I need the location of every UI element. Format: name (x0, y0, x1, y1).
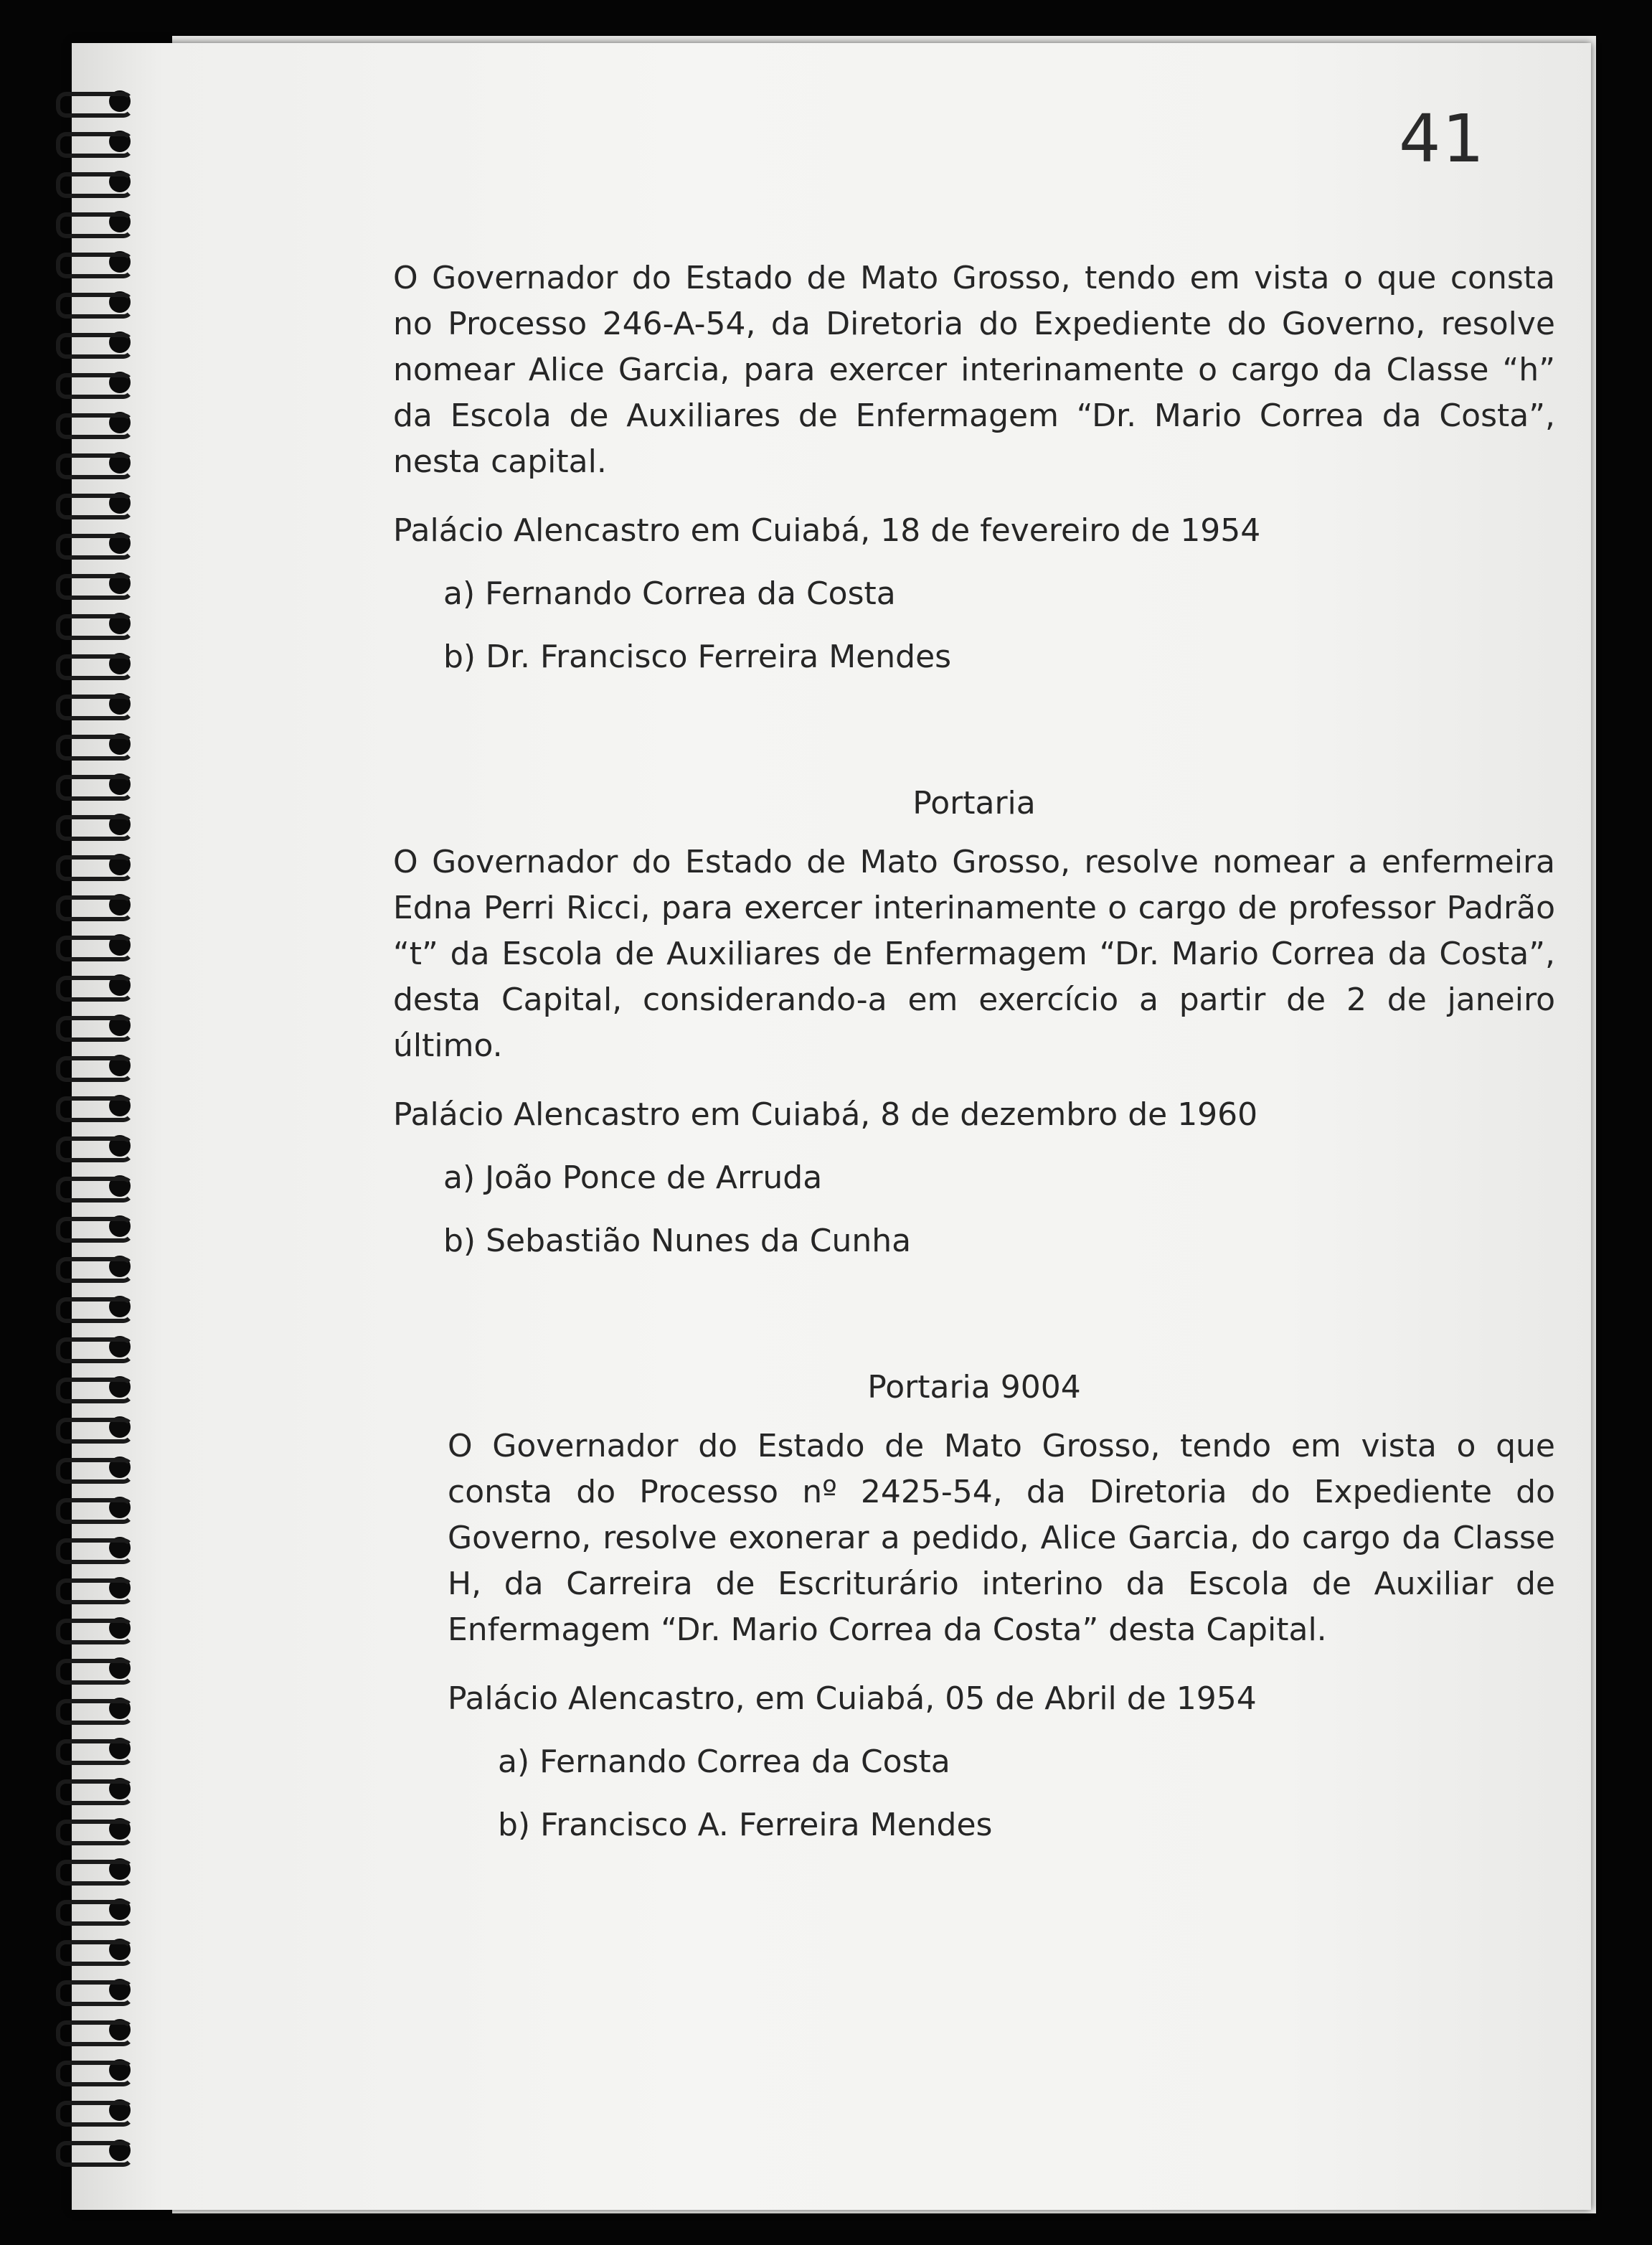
place-date: Palácio Alencastro em Cuiabá, 8 de dezembro de 1960 (393, 1096, 1258, 1133)
binding-ring (56, 1533, 141, 1561)
wire-loop (56, 1297, 133, 1323)
wire-loop (56, 1056, 133, 1082)
binding-ring (56, 488, 141, 517)
wire-loop (56, 1578, 133, 1604)
binding-ring (56, 809, 141, 838)
wire-loop (56, 2020, 133, 2046)
act-body: O Governador do Estado de Mato Grosso, tendo em vista o que consta no Processo 246-A-54, da Diretoria do Expediente do Governo, resolve nomear Alice Garcia, para exercer interinamente o cargo da Classe “h” da Escola de Auxiliares de Enfermagem “Dr. Mario Correa da Costa”, nesta capital. (393, 260, 1555, 480)
binding-ring (56, 930, 141, 959)
wire-loop (56, 293, 133, 319)
wire-loop (56, 815, 133, 841)
binding-ring (56, 1814, 141, 1842)
wire-loop (56, 1418, 133, 1444)
wire-loop (56, 494, 133, 519)
signature-b: b) Francisco A. Ferreira Mendes (498, 1807, 993, 1843)
binding-ring (56, 166, 141, 195)
wire-loop (56, 936, 133, 961)
binding-ring (56, 1934, 141, 1963)
act-portaria-edna-perri-ricci (393, 781, 1555, 1264)
binding-ring (56, 1613, 141, 1642)
binding-ring (56, 1050, 141, 1079)
act-nomination-alice-garcia (393, 255, 1555, 680)
binding-ring (56, 1492, 141, 1521)
binding-ring (56, 287, 141, 316)
wire-loop (56, 735, 133, 761)
binding-ring (56, 528, 141, 557)
wire-loop (56, 1659, 133, 1685)
wire-loop (56, 1217, 133, 1243)
wire-loop (56, 172, 133, 198)
wire-loop (56, 2101, 133, 2127)
wire-loop (56, 1940, 133, 1966)
wire-loop (56, 253, 133, 278)
binding-ring (56, 126, 141, 155)
binding-ring (56, 1452, 141, 1481)
binding-ring (56, 890, 141, 918)
wire-loop (56, 654, 133, 680)
signature-a: a) Fernando Correa da Costa (443, 575, 896, 612)
binding-ring (56, 2015, 141, 2043)
wire-loop (56, 212, 133, 238)
binding-ring (56, 1975, 141, 2003)
signature-a: a) João Ponce de Arruda (443, 1159, 823, 1196)
wire-loop (56, 895, 133, 921)
wire-loop (56, 92, 133, 118)
binding-ring (56, 1653, 141, 1682)
signature-b: b) Sebastião Nunes da Cunha (443, 1223, 912, 1259)
wire-loop (56, 1016, 133, 1042)
wire-loop (56, 373, 133, 399)
wire-loop (56, 1820, 133, 1845)
binding-ring (56, 1131, 141, 1159)
place-date: Palácio Alencastro, em Cuiabá, 05 de Abril de 1954 (448, 1680, 1257, 1717)
binding-ring (56, 1412, 141, 1441)
binding-ring (56, 1372, 141, 1401)
wire-loop (56, 1136, 133, 1162)
wire-loop (56, 333, 133, 359)
wire-loop (56, 1980, 133, 2006)
binding-ring (56, 1573, 141, 1601)
binding-ring (56, 1211, 141, 1240)
binding-ring (56, 2055, 141, 2084)
binding-ring (56, 1774, 141, 1802)
wire-loop (56, 1096, 133, 1122)
binding-ring (56, 1291, 141, 1320)
wire-loop (56, 2141, 133, 2167)
wire-loop (56, 1538, 133, 1564)
binding-ring (56, 568, 141, 597)
wire-loop (56, 1779, 133, 1805)
wire-loop (56, 1378, 133, 1403)
signature-a: a) Fernando Correa da Costa (498, 1743, 950, 1780)
handwritten-page-number: 41 (1399, 100, 1486, 177)
wire-loop (56, 1498, 133, 1524)
binding-ring (56, 970, 141, 999)
binding-ring (56, 689, 141, 717)
binding-ring (56, 367, 141, 396)
wire-loop (56, 1860, 133, 1886)
binding-ring (56, 86, 141, 115)
wire-loop (56, 132, 133, 158)
binding-ring (56, 1010, 141, 1039)
wire-loop (56, 1900, 133, 1926)
binding-ring (56, 849, 141, 878)
binding-ring (56, 649, 141, 677)
binding-ring (56, 1894, 141, 1923)
binding-ring (56, 1091, 141, 1119)
binding-ring (56, 2135, 141, 2164)
wire-loop (56, 976, 133, 1002)
binding-ring (56, 769, 141, 798)
binding-ring (56, 1693, 141, 1722)
binding-ring (56, 448, 141, 476)
binding-ring (56, 1733, 141, 1762)
wire-loop (56, 574, 133, 600)
binding-ring (56, 327, 141, 356)
wire-loop (56, 1337, 133, 1363)
binding-ring (56, 608, 141, 637)
binding-ring (56, 1332, 141, 1360)
wire-loop (56, 614, 133, 640)
wire-loop (56, 855, 133, 881)
binding-ring (56, 1251, 141, 1280)
wire-loop (56, 453, 133, 479)
wire-loop (56, 413, 133, 439)
binding-ring (56, 408, 141, 436)
document-body (393, 243, 1555, 1848)
wire-loop (56, 1257, 133, 1283)
place-date: Palácio Alencastro em Cuiabá, 18 de fevereiro de 1954 (393, 512, 1261, 549)
binding-ring (56, 1854, 141, 1883)
wire-loop (56, 1699, 133, 1725)
wire-loop (56, 775, 133, 801)
wire-loop (56, 1177, 133, 1202)
wire-loop (56, 2061, 133, 2086)
signature-b: b) Dr. Francisco Ferreira Mendes (443, 639, 952, 675)
binding-ring (56, 207, 141, 235)
binding-ring (56, 2095, 141, 2124)
act-heading: Portaria 9004 (867, 1369, 1081, 1406)
act-body: O Governador do Estado de Mato Grosso, resolve nomear a enfermeira Edna Perri Ricci, para exercer interinamente o cargo de professor Padrão “t” da Escola de Auxiliares de Enfermagem “Dr. Mario Correa da Costa”, desta Capital, considerando-a em exercício a partir de 2 de janeiro último. (393, 844, 1555, 1064)
wire-loop (56, 1739, 133, 1765)
wire-loop (56, 1619, 133, 1644)
binding-ring (56, 729, 141, 758)
wire-loop (56, 1458, 133, 1484)
wire-loop (56, 534, 133, 560)
act-portaria-9004 (448, 1365, 1555, 1848)
binding-ring (56, 247, 141, 276)
wire-loop (56, 695, 133, 720)
act-body: O Governador do Estado de Mato Grosso, tendo em vista o que consta do Processo nº 2425-54, da Diretoria do Expediente do Governo, resolve exonerar a pedido, Alice Garcia, do cargo da Classe H, da Carreira de Escriturário interino da Escola de Auxiliar de Enfermagem “Dr. Mario Correa da Costa” desta Capital. (448, 1428, 1555, 1648)
spiral-binding (56, 86, 142, 2167)
binding-ring (56, 1171, 141, 1200)
act-heading: Portaria (912, 785, 1036, 822)
